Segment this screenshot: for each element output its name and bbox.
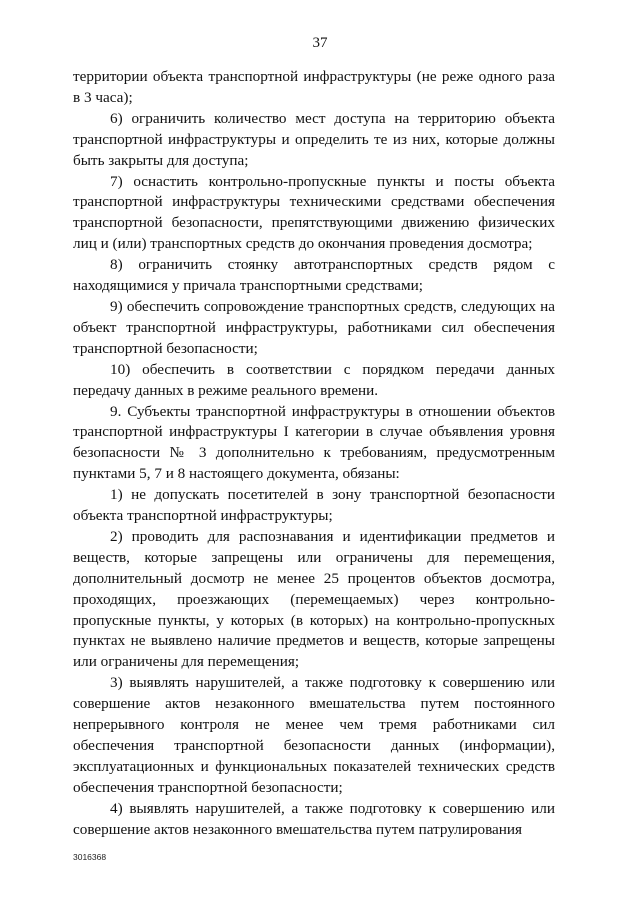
document-code: 3016368 bbox=[73, 852, 107, 862]
document-body bbox=[73, 67, 555, 841]
paragraph-item-7: 7) оснастить контрольно-пропускные пункты и посты объекта транспортной инфраструктуры техническими средствами обеспечения транспортной безопасности, препятствующими движению физических лиц и (или) транспортных средств до окончания проведения досмотра; bbox=[73, 172, 555, 253]
paragraph-continuation: территории объекта транспортной инфраструктуры (не реже одного раза в 3 часа); bbox=[73, 68, 555, 106]
paragraph-clause-9: 9. Субъекты транспортной инфраструктуры в отношении объектов транспортной инфраструктуры I категории в случае объявления уровня безопасности № 3 дополнительно к требованиям, предусмотренным пунктами 5, 7 и 8 настоящего документа, обязаны: bbox=[73, 402, 555, 483]
page-number: 37 bbox=[312, 35, 328, 51]
paragraph-clause-9-item-2: 2) проводить для распознавания и идентификации предметов и веществ, которые запрещены или ограничены для перемещения, дополнительный досмотр не менее 25 процентов объектов досмотра, проходящих, проезжающих (перемещаемых) через контрольно-пропускные пункты, у которых (в которых) на контрольно-пропускных пунктах не выявлено наличие предметов и веществ, которые запрещены или ограничены для перемещения; bbox=[73, 527, 555, 671]
paragraph-item-6: 6) ограничить количество мест доступа на территорию объекта транспортной инфраструктуры и определить те из них, которые должны быть закрыты для доступа; bbox=[73, 109, 555, 169]
paragraph-item-10: 10) обеспечить в соответствии с порядком передачи данных передачу данных в режиме реального времени. bbox=[73, 360, 555, 399]
paragraph-clause-9-item-3: 3) выявлять нарушителей, а также подготовку к совершению или совершение актов незаконного вмешательства путем постоянного непрерывного контроля не менее чем тремя работниками сил обеспечения транспортной безопасности данных (информации), эксплуатационных и функциональных показателей технических средств обеспечения транспортной безопасности; bbox=[73, 674, 555, 796]
paragraph-item-9: 9) обеспечить сопровождение транспортных средств, следующих на объект транспортной инфраструктуры, работниками сил обеспечения транспортной безопасности; bbox=[73, 297, 555, 357]
paragraph-item-8: 8) ограничить стоянку автотранспортных средств рядом с находящимися у причала транспортными средствами; bbox=[73, 256, 555, 295]
paragraph-clause-9-item-4: 4) выявлять нарушителей, а также подготовку к совершению или совершение актов незаконного вмешательства путем патрулирования bbox=[73, 799, 555, 838]
paragraph-clause-9-item-1: 1) не допускать посетителей в зону транспортной безопасности объекта транспортной инфраструктуры; bbox=[73, 486, 555, 525]
